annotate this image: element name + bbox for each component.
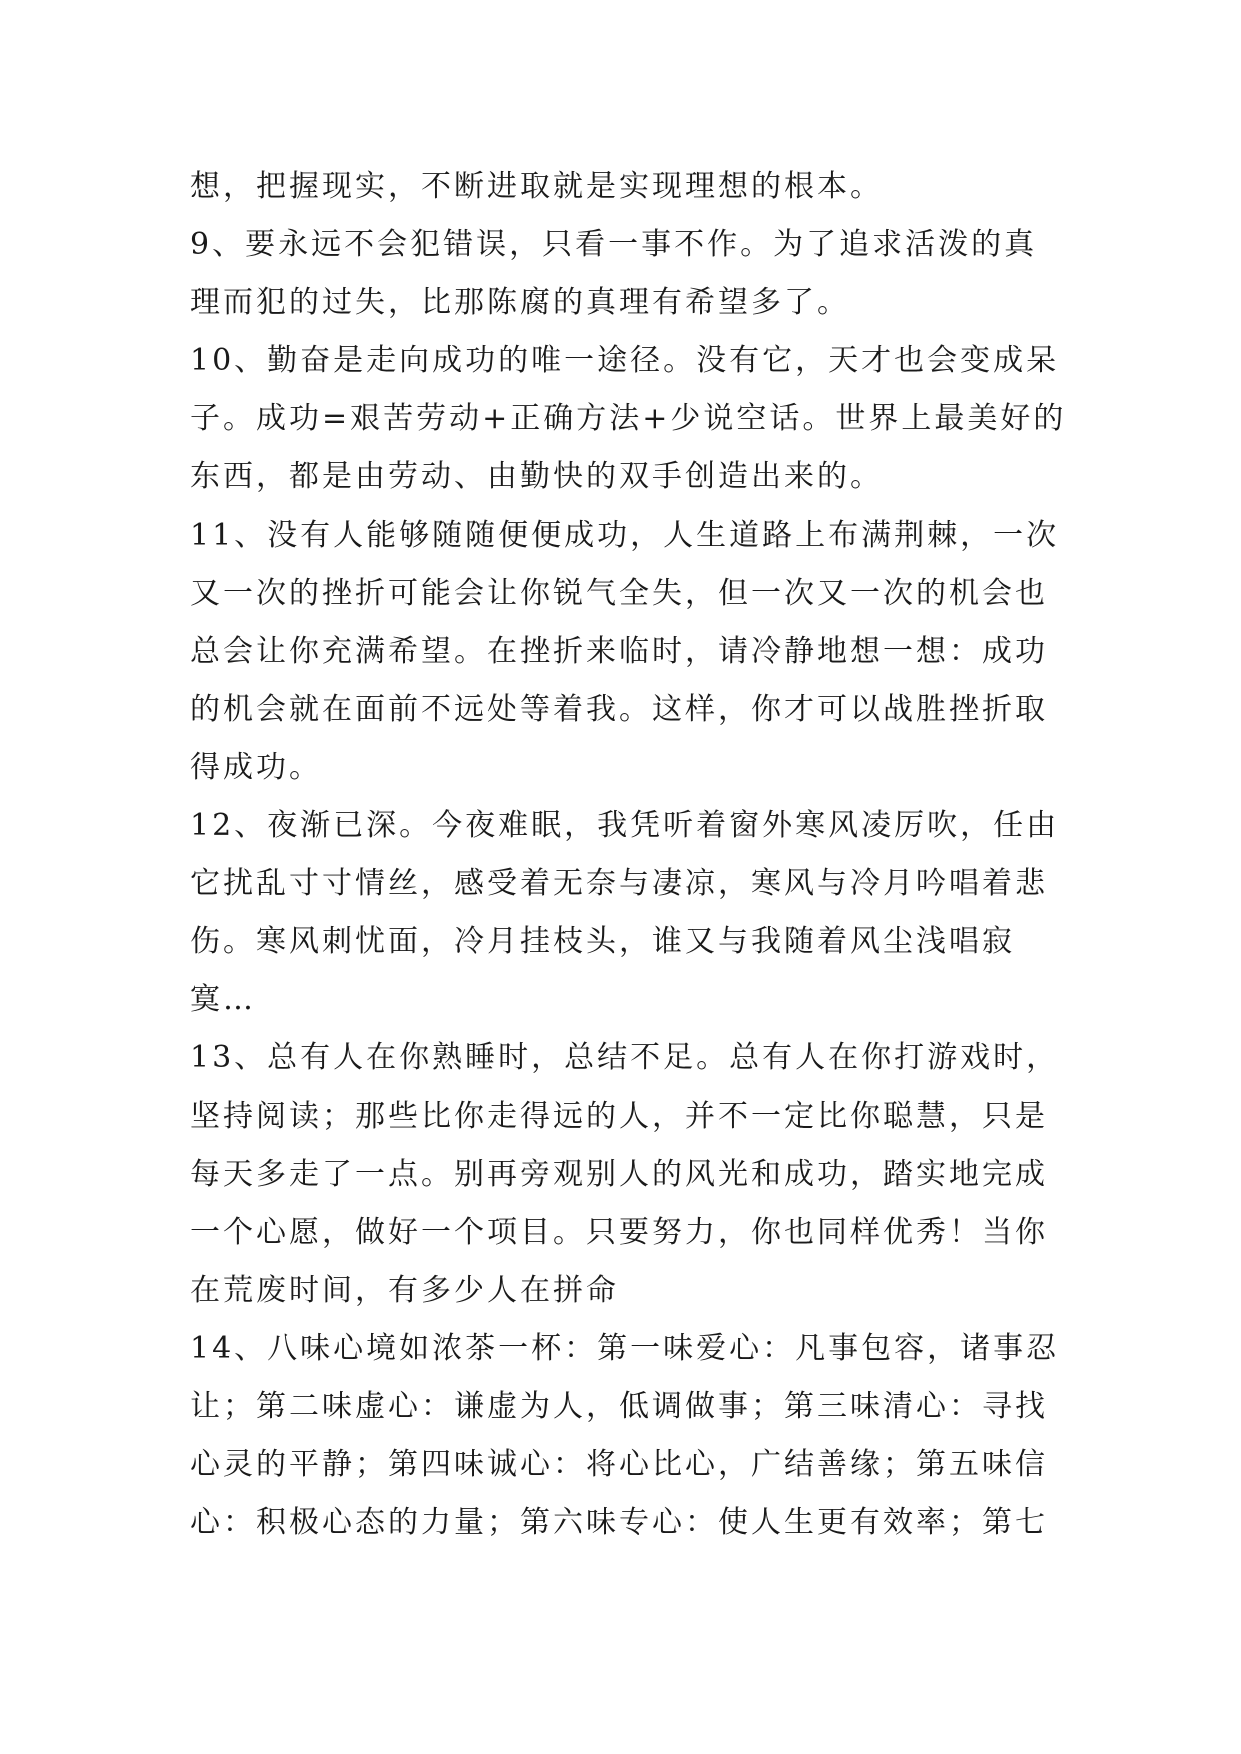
text-line: 9、要永远不会犯错误，只看一事不作。为了追求活泼的真 <box>190 227 1038 263</box>
text-line: 12、夜渐已深。今夜难眠，我凭听着窗外寒风凌厉吹，任由 <box>190 808 1060 844</box>
text-line: 13、总有人在你熟睡时，总结不足。总有人在你打游戏时， <box>190 1040 1060 1076</box>
text-line: 10、勤奋是走向成功的唯一途径。没有它，天才也会变成呆 <box>190 343 1060 379</box>
text-line: 它扰乱寸寸情丝，感受着无奈与凄凉，寒风与冷月吟唱着悲 <box>190 866 1048 902</box>
text-line: 又一次的挫折可能会让你锐气全失，但一次又一次的机会也 <box>190 575 1048 611</box>
text-line: 想，把握现实，不断进取就是实现理想的根本。 <box>190 169 883 204</box>
text-line: 的机会就在面前不远处等着我。这样，你才可以战胜挫折取 <box>190 691 1048 727</box>
text-line: 让；第二味虚心：谦虚为人，低调做事；第三味清心：寻找 <box>190 1388 1048 1424</box>
text-line: 得成功。 <box>190 749 322 785</box>
text-line: 14、八味心境如浓茶一杯：第一味爱心：凡事包容，诸事忍 <box>190 1330 1060 1366</box>
text-line: 理而犯的过失，比那陈腐的真理有希望多了。 <box>190 285 850 321</box>
text-line: 东西，都是由劳动、由勤快的双手创造出来的。 <box>190 459 883 495</box>
text-line: 伤。寒风刺忧面，冷月挂枝头，谁又与我随着风尘浅唱寂 <box>190 924 1015 960</box>
text-line: 总会让你充满希望。在挫折来临时，请冷静地想一想：成功 <box>190 633 1048 669</box>
text-line: 子。成功=艰苦劳动+正确方法+少说空话。世界上最美好的 <box>190 401 1067 437</box>
text-line: 每天多走了一点。别再旁观别人的风光和成功，踏实地完成 <box>190 1156 1048 1192</box>
text-line: 心：积极心态的力量；第六味专心：使人生更有效率；第七 <box>190 1505 1048 1541</box>
text-line: 寞… <box>190 982 256 1018</box>
text-line: 心灵的平静；第四味诚心：将心比心，广结善缘；第五味信 <box>190 1447 1048 1483</box>
body-text <box>190 158 1070 1552</box>
text-line: 在荒废时间，有多少人在拼命 <box>190 1272 619 1308</box>
text-line: 一个心愿，做好一个项目。只要努力，你也同样优秀！当你 <box>190 1214 1048 1250</box>
text-line: 坚持阅读；那些比你走得远的人，并不一定比你聪慧，只是 <box>190 1098 1048 1134</box>
text-line: 11、没有人能够随随便便成功，人生道路上布满荆棘，一次 <box>190 517 1060 553</box>
